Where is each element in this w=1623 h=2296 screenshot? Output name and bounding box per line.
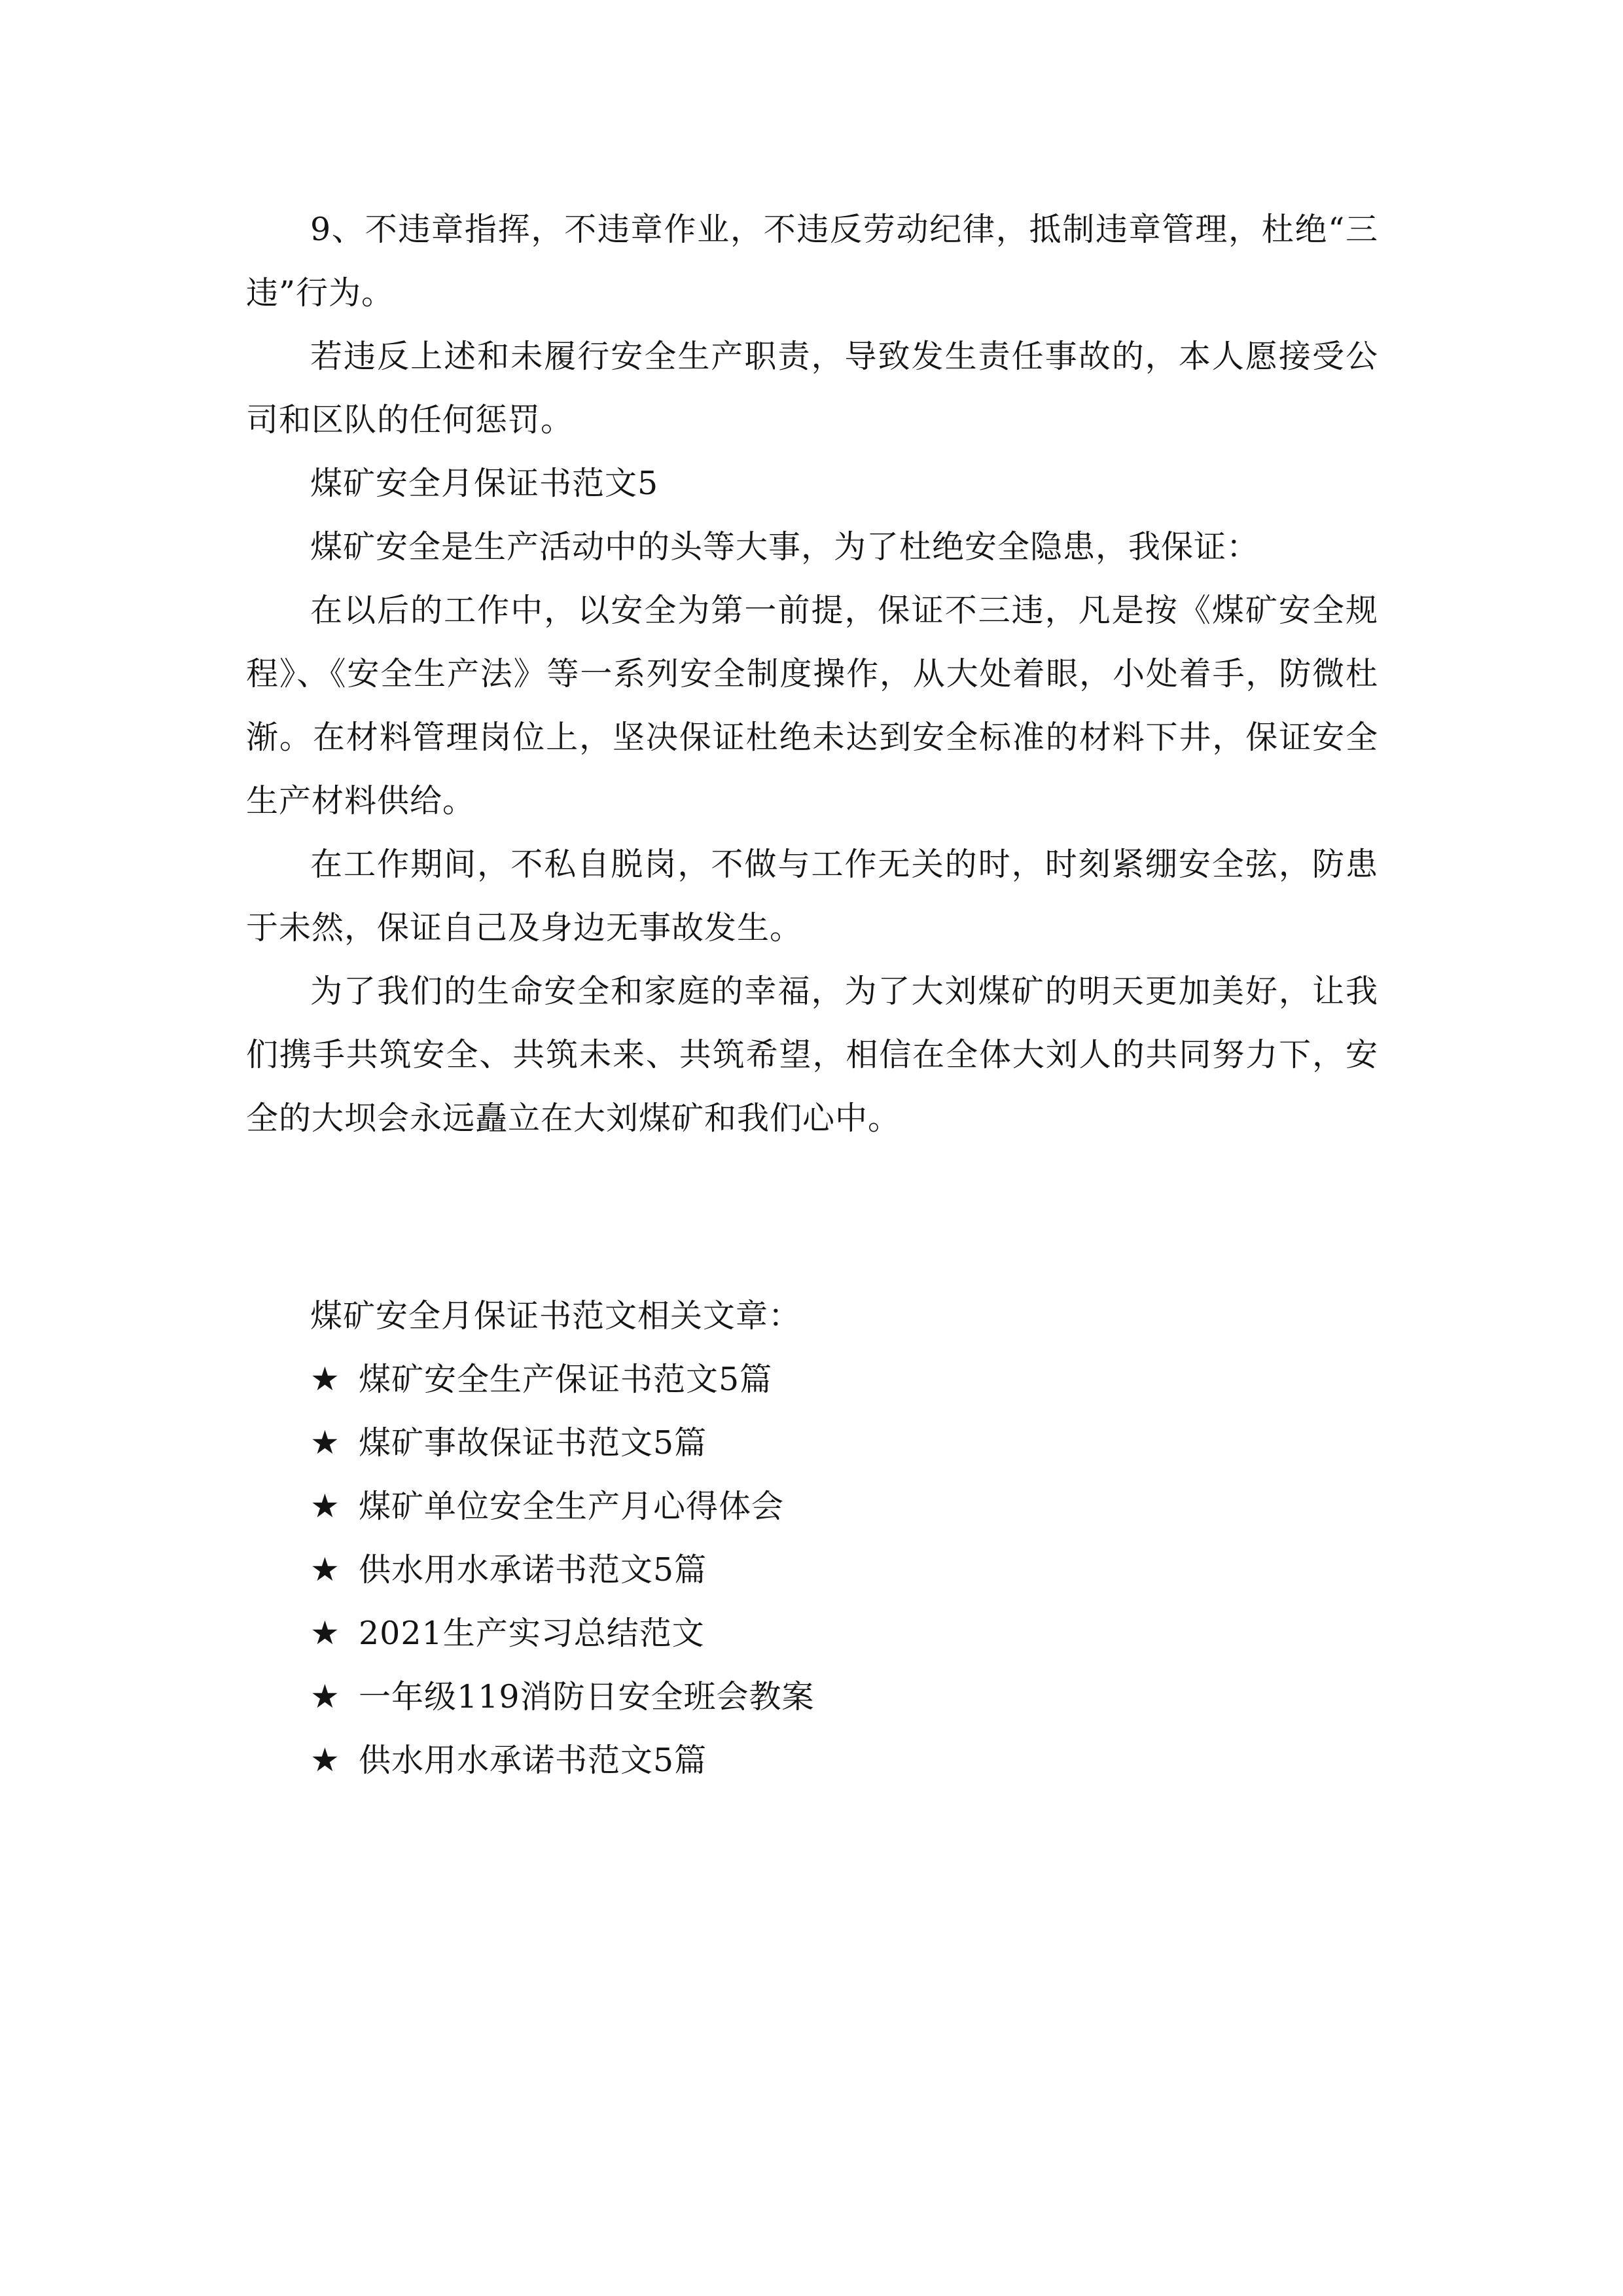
related-articles [246,1284,1378,1792]
related-article-link[interactable] [246,1602,1378,1665]
related-article-label: 供水用水承诺书范文5篇 [359,1742,707,1779]
related-article-link[interactable] [246,1348,1378,1411]
related-article-link[interactable] [246,1729,1378,1792]
paragraph-work-commitment: 在以后的工作中，以安全为第一前提，保证不三违，凡是按《煤矿安全规程》、《安全生产法》等一系列安全制度操作，从大处着眼，小处着手，防微杜渐。在材料管理岗位上，坚决保证杜绝未达到安全标准的材料下井，保证安全生产材料供给。 [246,592,1378,819]
paragraph-closing: 为了我们的生命安全和家庭的幸福，为了大刘煤矿的明天更加美好，让我们携手共筑安全、共筑未来、共筑希望，相信在全体大刘人的共同努力下，安全的大坝会永远矗立在大刘煤矿和我们心中。 [246,973,1378,1137]
related-articles-title: 煤矿安全月保证书范文相关文章： [310,1297,802,1335]
star-icon: ★ [310,1487,340,1525]
related-article-label: 供水用水承诺书范文5篇 [359,1551,707,1588]
related-article-label: 煤矿事故保证书范文5篇 [359,1424,707,1462]
related-article-link[interactable] [246,1538,1378,1602]
star-icon: ★ [310,1551,340,1588]
related-article-label: 煤矿安全生产保证书范文5篇 [359,1361,773,1398]
related-articles-list [246,1348,1378,1792]
star-icon: ★ [310,1360,340,1398]
star-icon: ★ [310,1741,340,1779]
related-article-label: 一年级119消防日安全班会教案 [359,1678,815,1715]
related-article-link[interactable] [246,1411,1378,1475]
star-icon: ★ [310,1614,340,1652]
star-icon: ★ [310,1424,340,1462]
paragraph-duty-commitment: 在工作期间，不私自脱岗，不做与工作无关的时，时刻紧绷安全弦，防患于未然，保证自己及身边无事故发生。 [246,846,1378,946]
paragraph-pledge-item-9: 9、不违章指挥，不违章作业，不违反劳动纪律，抵制违章管理，杜绝“三违”行为。 [246,211,1378,312]
document-body [246,198,1378,1150]
paragraph-intro: 煤矿安全是生产活动中的头等大事，为了杜绝安全隐患，我保证： [310,528,1260,565]
related-article-link[interactable] [246,1475,1378,1538]
related-article-link[interactable] [246,1665,1378,1729]
section-heading: 煤矿安全月保证书范文5 [310,465,659,502]
related-article-label: 2021生产实习总结范文 [359,1615,705,1652]
related-article-label: 煤矿单位安全生产月心得体会 [359,1488,785,1525]
star-icon: ★ [310,1677,340,1715]
paragraph-penalty-clause: 若违反上述和未履行安全生产职责，导致发生责任事故的，本人愿接受公司和区队的任何惩罚。 [246,338,1378,439]
